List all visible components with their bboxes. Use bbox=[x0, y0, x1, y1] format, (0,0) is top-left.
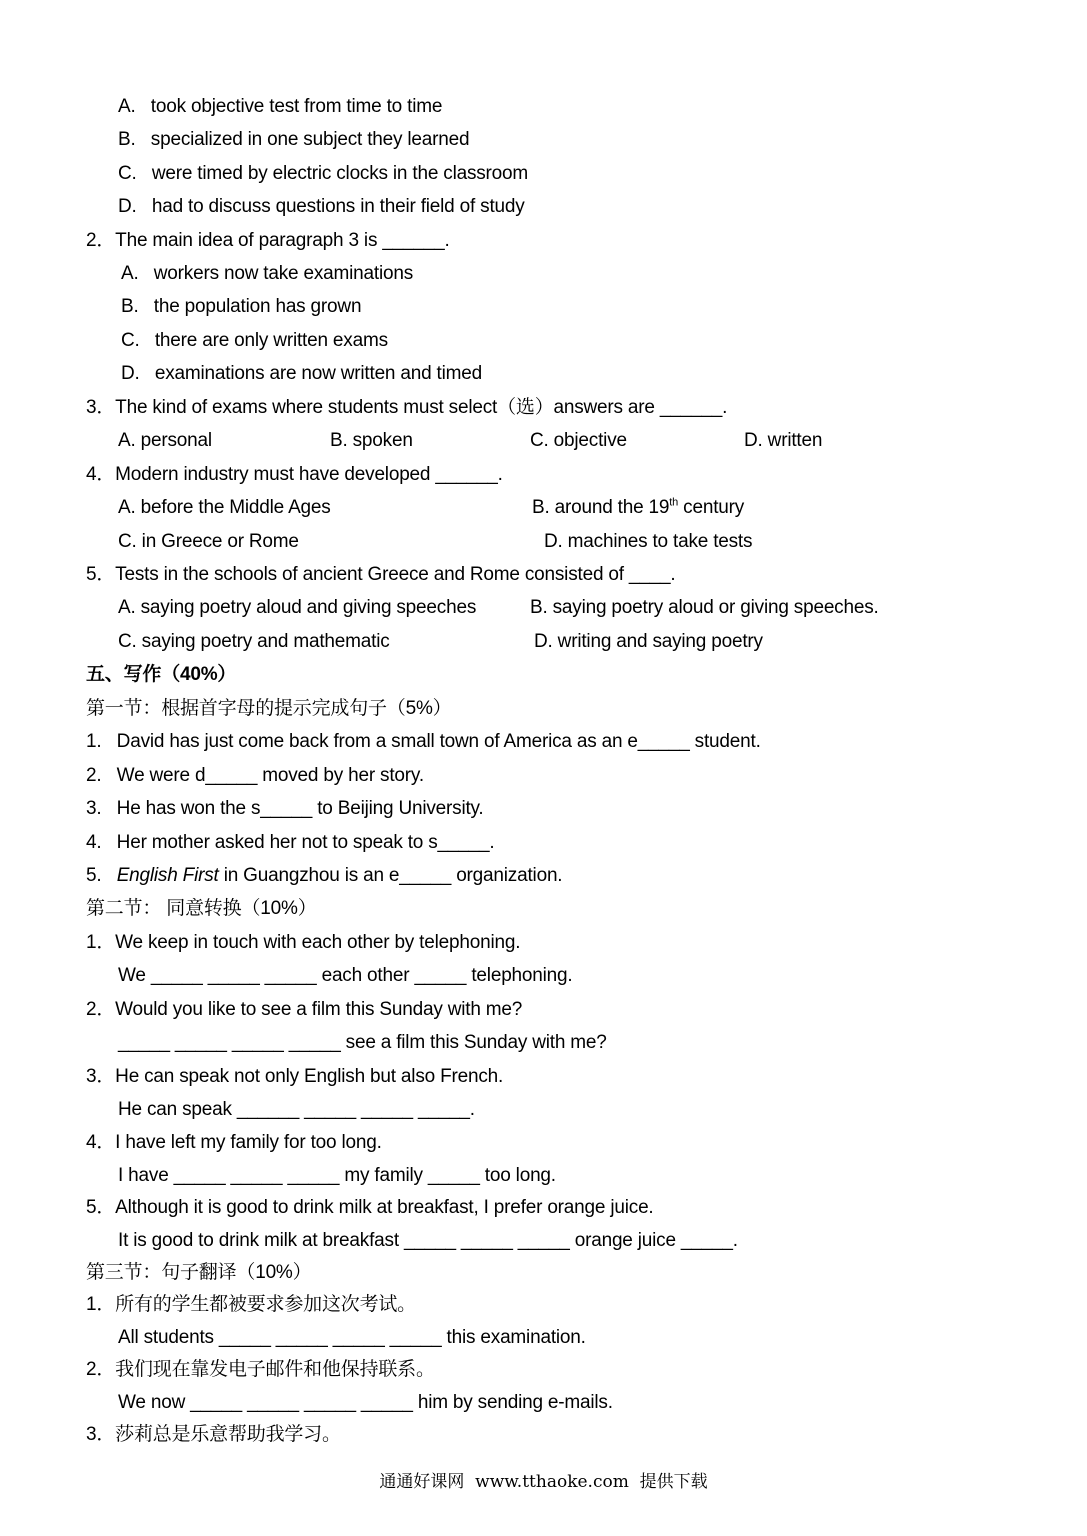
q5-option-b: B. saying poetry aloud or giving speeches. bbox=[530, 597, 879, 618]
q3-option-d: D. written bbox=[744, 430, 823, 451]
part1-item-2: 2. We were d_____ moved by her story. bbox=[86, 765, 424, 786]
q5-option-d: D. writing and saying poetry bbox=[534, 631, 763, 652]
q4-option-b bbox=[532, 496, 744, 520]
q3-option-a: A. personal bbox=[118, 430, 212, 451]
part3-q1: 1．所有的学生都被要求参加这次考试。 bbox=[86, 1294, 416, 1315]
part1-item-5-italic: English First bbox=[116, 865, 219, 886]
part3-title: 第三节：句子翻译（10%） bbox=[86, 1262, 312, 1283]
q4-stem: 4．Modern industry must have developed ______. bbox=[86, 464, 503, 485]
q1-option-c: C. were timed by electric clocks in the classroom bbox=[118, 163, 529, 184]
q2-stem: 2．The main idea of paragraph 3 is ______. bbox=[86, 230, 450, 251]
part1-item-5-text: in Guangzhou is an e_____ organization. bbox=[218, 865, 563, 886]
q2-option-d: D. examinations are now written and timed bbox=[121, 363, 483, 384]
part3-q3: 3．莎莉总是乐意帮助我学习。 bbox=[86, 1424, 341, 1445]
part1-item-4: 4. Her mother asked her not to speak to s_____. bbox=[86, 832, 495, 853]
q4-option-a: A. before the Middle Ages bbox=[118, 497, 331, 518]
part2-q4: 4．I have left my family for too long. bbox=[86, 1132, 382, 1153]
q3-stem: 3．The kind of exams where students must select（选）answers are ______. bbox=[86, 397, 728, 418]
part2-q1-answer: We _____ _____ _____ each other _____ telephoning. bbox=[118, 965, 573, 986]
part2-q3: 3．He can speak not only English but also French. bbox=[86, 1066, 504, 1087]
part1-item-1: 1. David has just come back from a small town of America as an e_____ student. bbox=[86, 731, 761, 752]
section-five-heading: 五、写作（40%） bbox=[86, 664, 237, 685]
q2-option-a: A. workers now take examinations bbox=[121, 263, 414, 284]
q3-option-c: C. objective bbox=[530, 430, 627, 451]
part1-item-5 bbox=[86, 864, 562, 888]
q4-option-b-text: B. around the 19 bbox=[532, 497, 670, 518]
part3-q1-answer: All students _____ _____ _____ _____ this examination. bbox=[118, 1327, 586, 1348]
q5-stem: 5．Tests in the schools of ancient Greece and Rome consisted of ____. bbox=[86, 564, 676, 585]
q2-option-c: C. there are only written exams bbox=[121, 330, 388, 351]
part2-q4-answer: I have _____ _____ _____ my family _____ too long. bbox=[118, 1165, 556, 1186]
part1-item-5-number: 5. bbox=[86, 865, 117, 886]
q3-option-b: B. spoken bbox=[330, 430, 413, 451]
q5-option-c: C. saying poetry and mathematic bbox=[118, 631, 390, 652]
part2-title: 第二节： 同意转换（10%） bbox=[86, 898, 317, 919]
part3-q2-answer: We now _____ _____ _____ _____ him by sending e-mails. bbox=[118, 1392, 613, 1413]
part2-q2: 2．Would you like to see a film this Sunday with me? bbox=[86, 999, 523, 1020]
q4-option-b-text-end: century bbox=[678, 497, 745, 518]
part2-q2-answer: _____ _____ _____ _____ see a film this Sunday with me? bbox=[118, 1032, 607, 1053]
q5-option-a: A. saying poetry aloud and giving speeches bbox=[118, 597, 477, 618]
q4-option-c: C. in Greece or Rome bbox=[118, 531, 299, 552]
part3-q2: 2．我们现在靠发电子邮件和他保持联系。 bbox=[86, 1359, 435, 1380]
part2-q1: 1．We keep in touch with each other by telephoning. bbox=[86, 932, 521, 953]
q4-option-b-superscript: th bbox=[669, 496, 679, 509]
part2-q5: 5．Although it is good to drink milk at breakfast, I prefer orange juice. bbox=[86, 1197, 654, 1218]
q1-option-b: B. specialized in one subject they learned bbox=[118, 129, 470, 150]
page-footer: 通通好课网 www.tthaoke.com 提供下载 bbox=[379, 1472, 708, 1492]
part2-q5-answer: It is good to drink milk at breakfast _____ _____ _____ orange juice _____. bbox=[118, 1230, 738, 1251]
q1-option-a: A. took objective test from time to time bbox=[118, 96, 443, 117]
part1-item-3: 3. He has won the s_____ to Beijing University. bbox=[86, 798, 484, 819]
part1-title: 第一节：根据首字母的提示完成句子（5%） bbox=[86, 698, 452, 719]
q1-option-d: D. had to discuss questions in their field of study bbox=[118, 196, 525, 217]
q2-option-b: B. the population has grown bbox=[121, 296, 362, 317]
q4-option-d: D. machines to take tests bbox=[544, 531, 753, 552]
part2-q3-answer: He can speak ______ _____ _____ _____. bbox=[118, 1099, 475, 1120]
